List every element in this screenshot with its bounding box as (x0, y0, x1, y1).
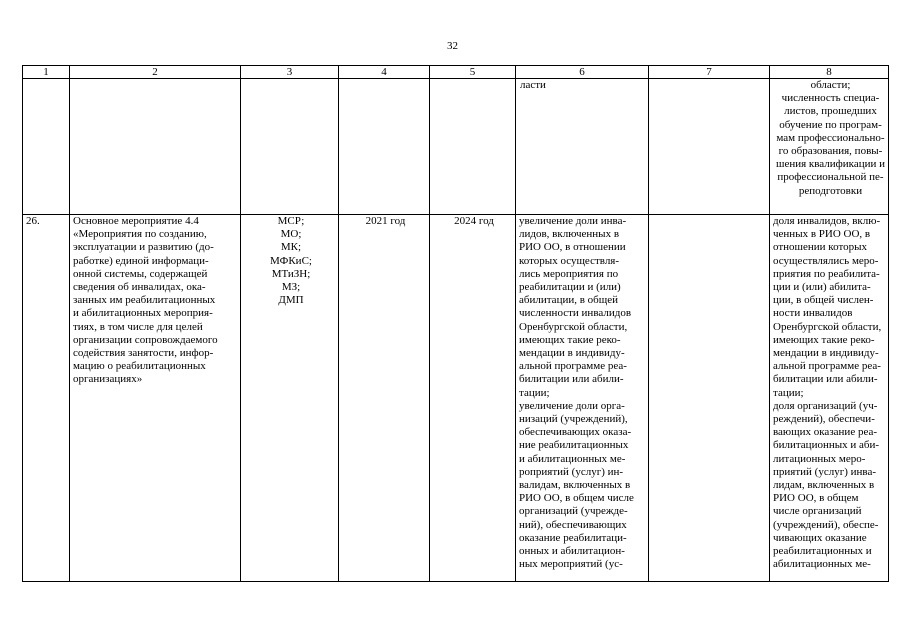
header-col-3: 3 (241, 66, 339, 79)
cont-col-1 (23, 79, 70, 215)
cont-col-2 (70, 79, 241, 215)
header-col-7: 7 (649, 66, 770, 79)
continuation-row (23, 79, 889, 215)
header-col-5: 5 (430, 66, 516, 79)
header-col-1: 1 (23, 66, 70, 79)
table-row-26 (23, 215, 889, 582)
expected-result: увеличение доли инва- лидов, включенных в РИО ОО, в отношении которых осуществля- лись мероприятия по реабилитации и (или) абилитации, в общей численности инвалидов Оренбургской области, имеющих такие реко- мендации в индивиду- альной программе реа- билитации или абили- тации; увеличение доли орга- низаций (учреждений), обеспечивающих оказа- ние реабилитационных и абилитационных ме- роприятий (услуг) ин- валидам, включенных в РИО ОО, в общем числе организаций (учрежде- ний), обеспечивающих оказание реабилитаци- онных и абилитацион- ных мероприятий (ус- (516, 215, 649, 582)
page-number: 32 (447, 40, 458, 52)
cont-col-7 (649, 79, 770, 215)
row-number: 26. (23, 215, 70, 582)
event-name: Основное мероприятие 4.4 «Мероприятия по созданию, эксплуатации и развитию (до- работке) единой информаци- онной системы, содержащей сведения об инвалидах, ока- занных им реабилитационных и абилитационных мероприя- тиях, в том числе для целей организации сопровождаемого содействия занятости, инфор- мацию о реабилитационных организациях» (70, 215, 241, 582)
cont-col-3 (241, 79, 339, 215)
header-col-2: 2 (70, 66, 241, 79)
cont-col-5 (430, 79, 516, 215)
header-col-6: 6 (516, 66, 649, 79)
header-col-8: 8 (770, 66, 889, 79)
end-date: 2024 год (430, 215, 516, 582)
indicators: доля инвалидов, вклю- ченных в РИО ОО, в отношении которых осуществлялись меро- приятия по реабилита- ции и (или) абилита- ции, в общей числен- ности инвалидов Оренбургской области, имеющих такие реко- мендации в индивиду- альной программе реа- билитации или абили- тации; доля организаций (уч- реждений), обеспечи- вающих оказание реа- билитационных и аби- литационных меро- приятий (услуг) инва- лидам, включенных в РИО ОО, в общем числе организаций (учреждений), обеспе- чивающих оказание реабилитационных и абилитационных ме- (770, 215, 889, 582)
start-date: 2021 год (339, 215, 430, 582)
col-7-empty (649, 215, 770, 582)
measures-table (22, 65, 889, 582)
cont-col-8: области; численность специа- листов, прошедших обучение по програм- мам профессионально- го образования, повы- шения квалификации и профессиональной пе- реподготовки (770, 79, 889, 215)
cont-col-4 (339, 79, 430, 215)
header-row (23, 66, 889, 79)
cont-col-6: ласти (516, 79, 649, 215)
header-col-4: 4 (339, 66, 430, 79)
executors: МСР; МО; МК; МФКиС; МТиЗН; МЗ; ДМП (241, 215, 339, 582)
